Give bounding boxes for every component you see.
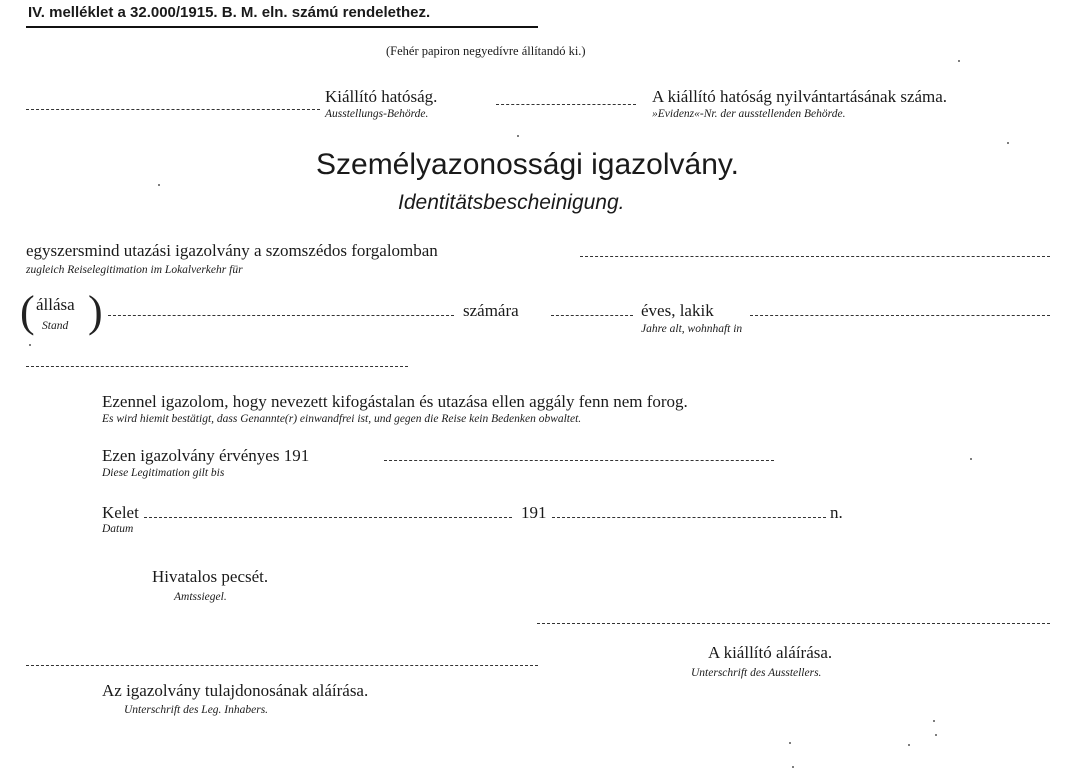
- travel-label-hu: egyszersmind utazási igazolvány a szomszédos forgalomban: [26, 241, 438, 260]
- authority-label-de: Ausstellungs-Behörde.: [325, 108, 429, 120]
- travel-line: [580, 256, 1050, 257]
- scan-speck: [908, 744, 910, 746]
- date-label-hu: Kelet: [102, 503, 139, 522]
- document-title: Személyazonossági igazolvány.: [316, 148, 740, 181]
- residence-continuation-line: [26, 366, 408, 367]
- travel-label-de: zugleich Reiselegitimation im Lokalverkehr für: [26, 264, 243, 276]
- scan-speck: [792, 766, 794, 768]
- header-underline: [26, 26, 538, 28]
- scan-speck: [517, 135, 519, 137]
- occupation-line: [108, 315, 454, 316]
- seal-label-hu: Hivatalos pecsét.: [152, 567, 269, 586]
- scan-speck: [1007, 142, 1009, 144]
- occupation-label-hu: állása: [36, 295, 75, 314]
- left-paren: (: [20, 287, 35, 336]
- registry-line: [496, 104, 636, 105]
- seal-label-de: Amtssiegel.: [174, 591, 227, 603]
- issuer-signature-hu: A kiállító aláírása.: [708, 643, 833, 662]
- certify-text-hu: Ezennel igazolom, hogy nevezett kifogástalan és utazása ellen aggály fenn nem forog.: [102, 392, 688, 411]
- validity-label-hu: Ezen igazolvány érvényes 191: [102, 446, 310, 465]
- document-title-de: Identitätsbescheinigung.: [398, 191, 625, 214]
- registry-label-de: »Evidenz«-Nr. der ausstellenden Behörde.: [652, 108, 846, 120]
- issuer-signature-de: Unterschrift des Ausstellers.: [691, 667, 822, 679]
- residence-line: [750, 315, 1050, 316]
- for-label: számára: [463, 301, 519, 320]
- paper-note: (Fehér papiron negyedívre állítandó ki.): [386, 44, 586, 58]
- scan-speck: [933, 720, 935, 722]
- registry-label-hu: A kiállító hatóság nyilvántartásának száma.: [652, 87, 948, 106]
- date-label-de: Datum: [102, 523, 134, 535]
- place-line: [144, 517, 512, 518]
- authority-line: [26, 109, 320, 110]
- date-line: [552, 517, 826, 518]
- occupation-label-de: Stand: [42, 320, 69, 332]
- issuer-signature-line: [537, 623, 1050, 624]
- date-year: 191: [521, 503, 547, 522]
- scan-speck: [935, 734, 937, 736]
- validity-line: [384, 460, 774, 461]
- age-label-de: Jahre alt, wohnhaft in: [641, 323, 743, 335]
- scan-speck: [958, 60, 960, 62]
- validity-label-de: Diese Legitimation gilt bis: [102, 467, 225, 479]
- scan-speck: [29, 344, 31, 346]
- scan-speck: [970, 458, 972, 460]
- holder-signature-line: [26, 665, 538, 666]
- age-line: [551, 315, 633, 316]
- scan-speck: [789, 742, 791, 744]
- certify-text-de: Es wird hiemit bestätigt, dass Genannte(r) einwandfrei ist, und gegen die Reise kein Bedenken obwaltet.: [102, 413, 582, 425]
- right-paren: ): [88, 287, 103, 336]
- authority-label-hu: Kiállító hatóság.: [325, 87, 438, 106]
- holder-signature-hu: Az igazolvány tulajdonosának aláírása.: [102, 681, 369, 700]
- scan-speck: [158, 184, 160, 186]
- holder-signature-de: Unterschrift des Leg. Inhabers.: [124, 704, 269, 716]
- date-suffix: n.: [830, 503, 843, 522]
- age-label-hu: éves, lakik: [641, 301, 714, 320]
- annex-header: IV. melléklet a 32.000/1915. B. M. eln. számú rendelethez.: [28, 4, 431, 21]
